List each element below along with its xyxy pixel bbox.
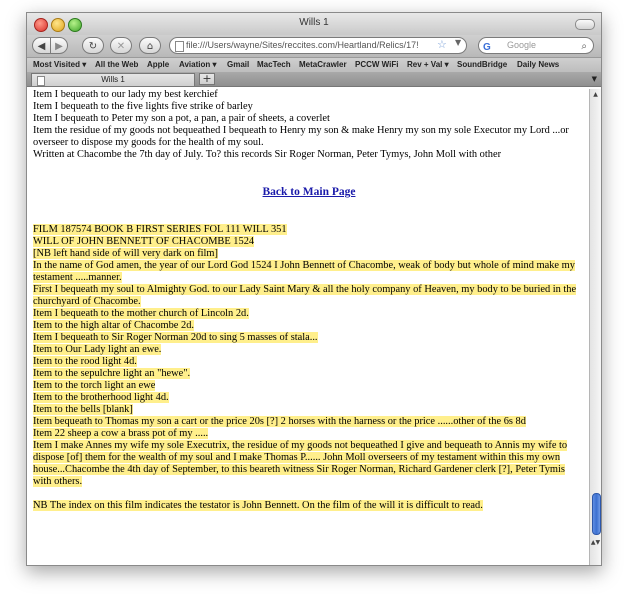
will-header-line: WILL OF JOHN BENNETT OF CHACOMBE 1524 [33, 236, 255, 247]
navigation-toolbar [27, 35, 601, 58]
page-icon [175, 41, 184, 52]
bookmarks-bar [27, 58, 601, 72]
text-line: Item the residue of my goods not bequeathed I bequeath to Henry my son & make Henry my son my sole Executor my Lord ...or overseer to dispose my goods for the health of my soul. [33, 125, 569, 148]
will-text-line: Item I bequeath to the mother church of Lincoln 2d. [33, 308, 249, 319]
text-line: Written at Chacombe the 7th day of July. To? this records Sir Roger Norman, Peter Tymys, John Moll with other [33, 149, 502, 160]
will-text-line: Item bequeath to Thomas my son a cart or the price 20s [?] 2 horses with the harness or the price ......other of the 6s 8d [33, 416, 526, 427]
will-text-line: First I bequeath my soul to Almighty God. to our Lady Saint Mary & all the holy company of Heaven, my body to be buried in the churchyard of Chacombe. [33, 284, 577, 307]
new-tab-button[interactable]: + [199, 73, 215, 85]
will-text-line: Item to the torch light an ewe [33, 380, 156, 391]
toolbar-toggle-button[interactable] [575, 19, 595, 30]
search-icon[interactable]: ⌕ [581, 41, 587, 52]
title-bar [27, 13, 601, 35]
bookmark-apple[interactable]: Apple [147, 60, 170, 69]
tab-wills-1[interactable] [31, 73, 195, 86]
url-text: file:///Users/wayne/Sites/reccites.com/Heartland/Relics/17! [186, 40, 419, 50]
will-text-line: Item I make Annes my wife my sole Executrix, the residue of my goods not bequeathed I give and bequeath to Annis my wife to dispose [of] them for the wealth of my soul and I make Thomas P...... John Moll overseers of my testament within this my own house...Chacombe the 4th day of September, to this beareth witness Sir Roger Norman, Richard Gardener clerk [?], Peter Tymis with others. [33, 440, 568, 487]
will-text-line: Item to the brotherhood light 4d. [33, 392, 169, 403]
spacer [33, 488, 585, 500]
will-text-line: In the name of God amen, the year of our Lord God 1524 I John Bennett of Chacombe, weak of body but whole of mind make my testament .....manner. [33, 260, 575, 283]
tab-bar [27, 72, 601, 87]
search-placeholder: Google [507, 40, 537, 50]
scroll-arrows-icon[interactable]: ▲▼ [590, 539, 601, 546]
url-history-dropdown-icon[interactable]: ▼ [455, 38, 462, 47]
forward-button[interactable]: ▶ [51, 37, 68, 54]
document-body [33, 89, 585, 512]
bookmark-star-icon[interactable]: ☆ [437, 38, 447, 51]
bookmark-daily-news[interactable]: Daily News [517, 60, 560, 69]
will-text-line: Item to the high altar of Chacombe 2d. [33, 320, 195, 331]
text-line: Item I bequeath to our lady my best kerchief [33, 89, 218, 100]
vertical-scrollbar[interactable] [589, 89, 601, 565]
will-text-line: Item to the rood light 4d. [33, 356, 137, 367]
google-engine-icon[interactable]: G [483, 42, 491, 53]
text-line: Item I bequeath to the five lights five strike of barley [33, 101, 253, 112]
scroll-up-arrow-icon[interactable]: ▲ [593, 91, 598, 98]
bookmark-gmail[interactable]: Gmail [227, 60, 250, 69]
bookmark-most-visited[interactable]: Most Visited ▾ [33, 60, 87, 69]
back-button[interactable]: ◀ [32, 37, 51, 54]
window-title: Wills 1 [299, 17, 329, 28]
will-text-line: Item I bequeath to Sir Roger Norman 20d to sing 5 masses of stala... [33, 332, 318, 343]
tab-list-icon[interactable]: ▼ [591, 75, 597, 83]
browser-window [26, 12, 602, 566]
will-text-line: Item 22 sheep a cow a brass pot of my ..... [33, 428, 209, 439]
back-to-main-page [33, 186, 585, 198]
bookmark-metacrawler[interactable]: MetaCrawler [299, 60, 347, 69]
tab-page-icon [37, 76, 45, 86]
tab-label: Wills 1 [101, 75, 125, 84]
will-text-line: Item to Our Lady light an ewe. [33, 344, 162, 355]
bookmark-soundbridge[interactable]: SoundBridge [457, 60, 508, 69]
bookmark-pccw-wifi[interactable]: PCCW WiFi [355, 60, 399, 69]
bookmark-aviation[interactable]: Aviation ▾ [179, 60, 217, 69]
scrollbar-thumb[interactable] [592, 493, 601, 535]
will-header-line: [NB left hand side of will very dark on film] [33, 248, 218, 259]
reload-button[interactable]: ↻ [82, 37, 104, 54]
page-content [27, 89, 589, 565]
will-text-line: Item to the sepulchre light an "hewe". [33, 368, 191, 379]
bookmark-mactech[interactable]: MacTech [257, 60, 291, 69]
will-text-line: Item to the bells [blank] [33, 404, 133, 415]
search-input[interactable] [478, 37, 594, 54]
back-to-main-page-link[interactable]: Back to Main Page [262, 186, 356, 198]
bookmark-rev-val[interactable]: Rev + Val ▾ [407, 60, 449, 69]
text-line: Item I bequeath to Peter my son a pot, a pan, a pair of sheets, a coverlet [33, 113, 330, 124]
will-header-line: FILM 187574 BOOK B FIRST SERIES FOL 111 WILL 351 [33, 224, 287, 235]
url-input[interactable] [169, 37, 467, 54]
stop-button[interactable]: ✕ [110, 37, 132, 54]
note-line: NB The index on this film indicates the testator is John Bennett. On the film of the will it is difficult to read. [33, 500, 483, 511]
bookmark-all-the-web[interactable]: All the Web [95, 60, 139, 69]
home-button[interactable]: ⌂ [139, 37, 161, 54]
